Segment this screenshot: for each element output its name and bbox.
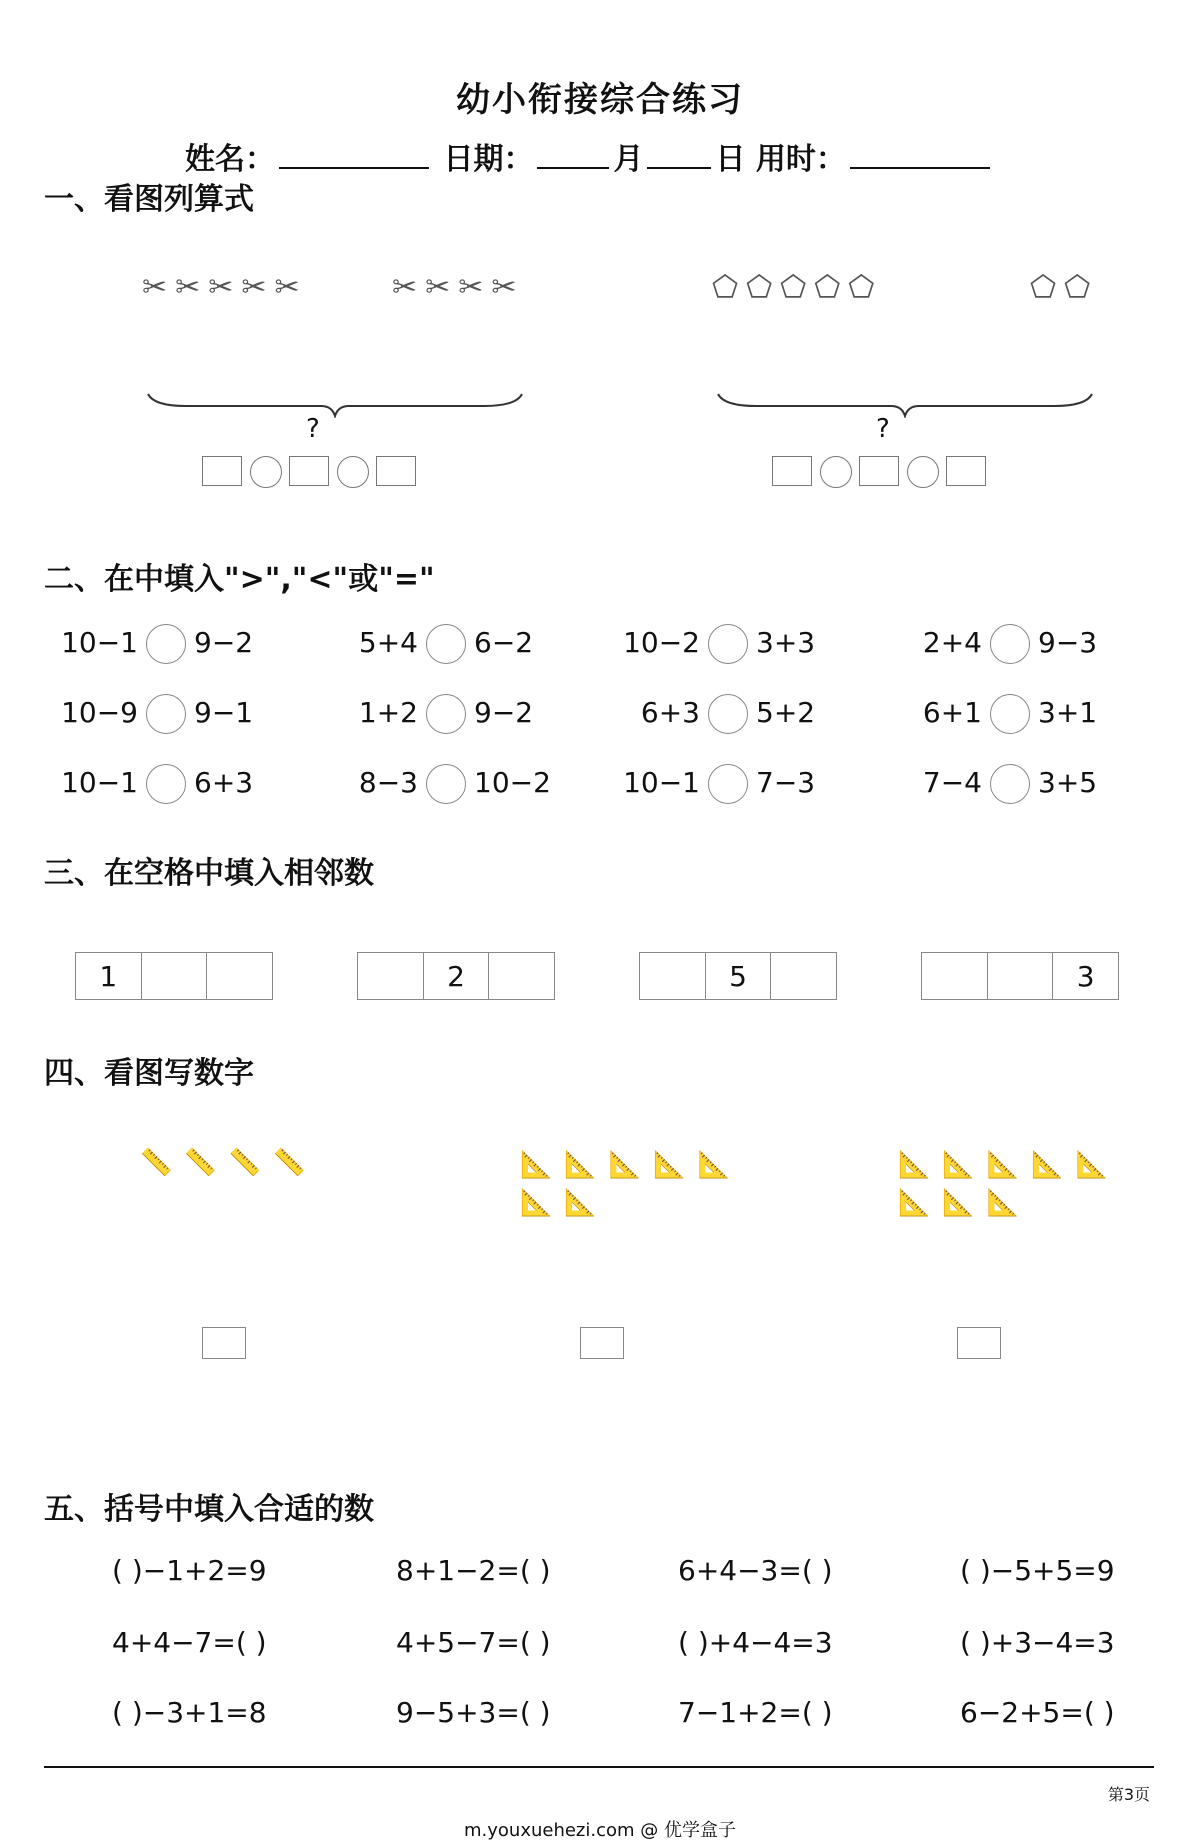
section-4-heading: 四、看图写数字 bbox=[44, 1056, 254, 1091]
compare-left-expression: 2+4 bbox=[922, 626, 982, 659]
compare-answer-circle[interactable] bbox=[426, 764, 466, 804]
left-operator-circle-1[interactable] bbox=[250, 456, 282, 488]
fill-in-equation[interactable]: 7−1+2=( ) bbox=[678, 1696, 833, 1729]
name-blank[interactable] bbox=[279, 141, 429, 169]
fill-in-equation[interactable]: 8+1−2=( ) bbox=[396, 1554, 551, 1587]
section-5-heading: 五、括号中填入合适的数 bbox=[44, 1492, 374, 1527]
compare-left-expression: 6+1 bbox=[922, 696, 982, 729]
blank-number-cell[interactable] bbox=[489, 953, 554, 999]
right-operator-circle-2[interactable] bbox=[907, 456, 939, 488]
section-2-heading: 二、在中填入">","<"或"=" bbox=[44, 562, 435, 597]
compare-problem bbox=[904, 624, 1097, 664]
given-number-cell: 3 bbox=[1076, 959, 1095, 993]
compare-answer-circle[interactable] bbox=[146, 764, 186, 804]
fill-in-equation[interactable]: ( )+3−4=3 bbox=[960, 1626, 1115, 1659]
blank-number-cell[interactable] bbox=[358, 953, 424, 999]
compare-problem bbox=[622, 764, 815, 804]
compare-answer-circle[interactable] bbox=[426, 624, 466, 664]
blank-number-cell[interactable] bbox=[640, 953, 706, 999]
right-brace-icon bbox=[716, 390, 1094, 418]
compare-left-expression: 10−9 bbox=[61, 696, 138, 729]
section-3-heading: 三、在空格中填入相邻数 bbox=[44, 856, 374, 891]
compare-problem bbox=[340, 624, 533, 664]
neighbor-number-row bbox=[639, 952, 837, 1000]
right-question-mark: ? bbox=[876, 414, 890, 444]
left-answer-box-2[interactable] bbox=[289, 456, 329, 486]
left-operator-circle-2[interactable] bbox=[337, 456, 369, 488]
blank-number-cell[interactable] bbox=[988, 953, 1054, 999]
compare-answer-circle[interactable] bbox=[708, 694, 748, 734]
compare-right-expression: 5+2 bbox=[756, 696, 816, 729]
left-brace-icon bbox=[146, 390, 524, 418]
given-number-cell: 2 bbox=[424, 953, 490, 999]
compare-left-expression: 10−1 bbox=[61, 626, 138, 659]
compare-problem bbox=[622, 624, 815, 664]
ruler-group: 📏📏📏📏 bbox=[140, 1148, 318, 1178]
compare-problem bbox=[622, 694, 815, 734]
compare-answer-circle[interactable] bbox=[708, 624, 748, 664]
compare-right-expression: 9−2 bbox=[474, 696, 534, 729]
compare-right-expression: 9−1 bbox=[194, 696, 254, 729]
time-label: 用时： bbox=[755, 142, 846, 177]
fill-in-equation[interactable]: ( )−1+2=9 bbox=[112, 1554, 267, 1587]
compare-answer-circle[interactable] bbox=[146, 694, 186, 734]
fill-in-equation[interactable]: 6−2+5=( ) bbox=[960, 1696, 1115, 1729]
pentagon-group-b: ⬠⬠ bbox=[1030, 270, 1099, 305]
fill-in-equation[interactable]: ( )−3+1=8 bbox=[112, 1696, 267, 1729]
count-answer-box-2[interactable] bbox=[580, 1327, 624, 1359]
neighbor-number-row bbox=[357, 952, 555, 1000]
left-answer-box-3[interactable] bbox=[376, 456, 416, 486]
compare-answer-circle[interactable] bbox=[146, 624, 186, 664]
name-label: 姓名： bbox=[185, 142, 275, 177]
compare-right-expression: 3+1 bbox=[1038, 696, 1098, 729]
compare-right-expression: 10−2 bbox=[474, 766, 551, 799]
compare-problem bbox=[60, 694, 253, 734]
fill-in-equation[interactable]: 9−5+3=( ) bbox=[396, 1696, 551, 1729]
compare-right-expression: 6+3 bbox=[194, 766, 254, 799]
triangle-ruler-group-2-line-2: 📐📐 bbox=[520, 1188, 609, 1218]
left-answer-box-1[interactable] bbox=[202, 456, 242, 486]
neighbor-number-row bbox=[75, 952, 273, 1000]
compare-problem bbox=[340, 694, 533, 734]
section-1-heading: 一、看图列算式 bbox=[44, 182, 254, 217]
compare-problem bbox=[904, 764, 1097, 804]
pentagon-group-a: ⬠⬠⬠⬠⬠ bbox=[712, 270, 883, 305]
fill-in-equation[interactable]: 4+5−7=( ) bbox=[396, 1626, 551, 1659]
scissors-group-b: ✂✂✂✂ bbox=[392, 270, 525, 305]
blank-number-cell[interactable] bbox=[207, 953, 272, 999]
neighbor-number-row bbox=[921, 952, 1119, 1000]
blank-number-cell[interactable] bbox=[771, 953, 836, 999]
fill-in-equation[interactable]: 6+4−3=( ) bbox=[678, 1554, 833, 1587]
compare-left-expression: 10−1 bbox=[623, 766, 700, 799]
compare-problem bbox=[904, 694, 1097, 734]
given-number-cell: 5 bbox=[706, 953, 772, 999]
compare-right-expression: 9−3 bbox=[1038, 626, 1098, 659]
triangle-ruler-group-3-line-2: 📐📐📐 bbox=[898, 1188, 1032, 1218]
right-answer-box-2[interactable] bbox=[859, 456, 899, 486]
compare-answer-circle[interactable] bbox=[426, 694, 466, 734]
page-title: 幼小衔接综合练习 bbox=[456, 80, 744, 120]
fill-in-equation[interactable]: ( )−5+5=9 bbox=[960, 1554, 1115, 1587]
scissors-group-a: ✂✂✂✂✂ bbox=[142, 270, 308, 305]
triangle-ruler-group-3-line-1: 📐📐📐📐📐 bbox=[898, 1150, 1120, 1180]
blank-number-cell[interactable] bbox=[142, 953, 208, 999]
month-blank[interactable] bbox=[537, 141, 609, 169]
compare-left-expression: 8−3 bbox=[358, 766, 418, 799]
blank-number-cell[interactable] bbox=[922, 953, 988, 999]
fill-in-equation[interactable]: 4+4−7=( ) bbox=[112, 1626, 267, 1659]
date-label: 日期： bbox=[443, 142, 534, 177]
right-operator-circle-1[interactable] bbox=[820, 456, 852, 488]
compare-left-expression: 10−1 bbox=[61, 766, 138, 799]
compare-left-expression: 10−2 bbox=[623, 626, 700, 659]
fill-in-equation[interactable]: ( )+4−4=3 bbox=[678, 1626, 833, 1659]
student-info-line bbox=[185, 134, 994, 178]
compare-answer-circle[interactable] bbox=[990, 694, 1030, 734]
compare-left-expression: 6+3 bbox=[640, 696, 700, 729]
compare-left-expression: 5+4 bbox=[358, 626, 418, 659]
compare-right-expression: 6−2 bbox=[474, 626, 534, 659]
left-question-mark: ? bbox=[306, 414, 320, 444]
compare-right-expression: 7−3 bbox=[756, 766, 816, 799]
page-number: 第3页 bbox=[1107, 1785, 1150, 1804]
time-blank[interactable] bbox=[850, 141, 990, 169]
given-number-cell: 1 bbox=[76, 953, 142, 999]
compare-problem bbox=[60, 624, 253, 664]
triangle-ruler-group-2-line-1: 📐📐📐📐📐 bbox=[520, 1150, 742, 1180]
compare-left-expression: 7−4 bbox=[922, 766, 982, 799]
compare-right-expression: 3+3 bbox=[756, 626, 816, 659]
right-answer-box-3[interactable] bbox=[946, 456, 986, 486]
compare-answer-circle[interactable] bbox=[708, 764, 748, 804]
footer-divider bbox=[44, 1766, 1154, 1768]
day-label: 日 bbox=[715, 142, 746, 177]
compare-problem bbox=[340, 764, 551, 804]
compare-left-expression: 1+2 bbox=[358, 696, 418, 729]
footer-site: m.youxuehezi.com @ 优学盒子 bbox=[463, 1820, 736, 1841]
compare-problem bbox=[60, 764, 253, 804]
compare-answer-circle[interactable] bbox=[990, 764, 1030, 804]
compare-right-expression: 9−2 bbox=[194, 626, 254, 659]
compare-right-expression: 3+5 bbox=[1038, 766, 1098, 799]
count-answer-box-3[interactable] bbox=[957, 1327, 1001, 1359]
month-label: 月 bbox=[613, 142, 644, 177]
day-blank[interactable] bbox=[647, 141, 711, 169]
count-answer-box-1[interactable] bbox=[202, 1327, 246, 1359]
compare-answer-circle[interactable] bbox=[990, 624, 1030, 664]
right-answer-box-1[interactable] bbox=[772, 456, 812, 486]
